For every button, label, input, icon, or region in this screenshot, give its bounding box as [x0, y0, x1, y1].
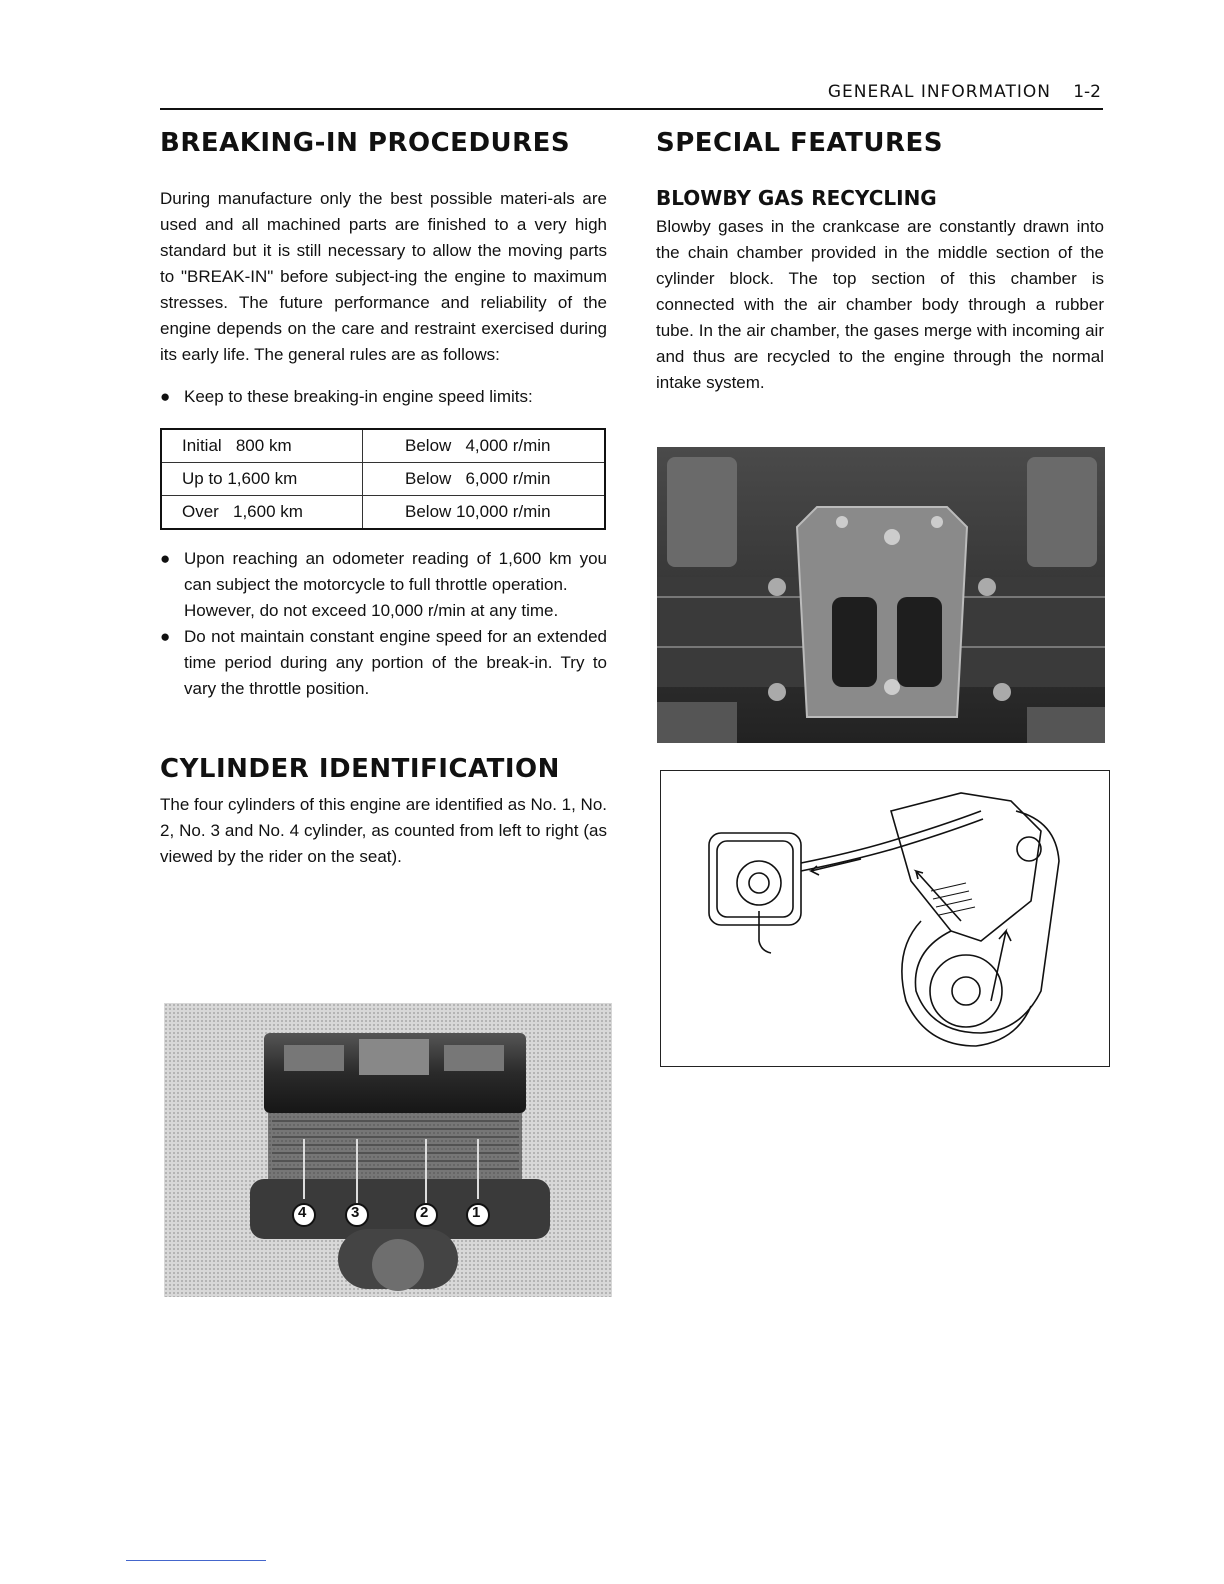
bullet-text-note: However, do not exceed 10,000 r/min at any time.: [184, 601, 559, 620]
speed-limit-table: [160, 428, 606, 530]
cylinder-id-text: The four cylinders of this engine are identified as No. 1, No. 2, No. 3 and No. 4 cylinder, as counted from left to right (as viewed by the rider on the seat).: [160, 795, 607, 866]
engine-photo-svg: [164, 1003, 612, 1297]
table-cell-limit: Below 10,000 r/min: [363, 496, 606, 530]
bullet-speed-limits: [160, 384, 607, 410]
cylinder-label-2: 2: [420, 1204, 429, 1221]
cylinder-id-heading: CYLINDER IDENTIFICATION: [160, 754, 560, 784]
table-cell-distance: Initial 800 km: [161, 429, 363, 463]
bullet-text: Do not maintain constant engine speed for an extended time period during any portion of the break-in. Try to vary the throttle position.: [184, 627, 607, 698]
blowby-photo-svg: [657, 447, 1105, 743]
table-cell-distance: Over 1,600 km: [161, 496, 363, 530]
blowby-diagram-svg: [661, 771, 1109, 1066]
table-row: [161, 463, 605, 496]
page-edge-marker: [126, 1560, 266, 1561]
table-cell-distance: Up to 1,600 km: [161, 463, 363, 496]
right-column: [656, 128, 1104, 396]
bullet-full-throttle: [160, 546, 607, 624]
bullet-text: Keep to these breaking-in engine speed limits:: [184, 387, 533, 406]
bullet-dot: ●: [160, 627, 171, 646]
page-number: 1-2: [1073, 82, 1101, 102]
engine-photo: [164, 1003, 612, 1297]
bullet-body: [184, 546, 607, 624]
left-column: [160, 128, 607, 870]
bullet-text: Upon reaching an odometer reading of 1,600 km you can subject the motorcycle to full throttle operation.: [184, 549, 607, 594]
cylinder-label-3: 3: [351, 1204, 360, 1221]
table-cell-limit: Below 6,000 r/min: [363, 463, 606, 496]
bullet-dot: ●: [160, 387, 171, 406]
breaking-in-heading: BREAKING-IN PROCEDURES: [160, 128, 571, 158]
table-cell-limit: Below 4,000 r/min: [363, 429, 606, 463]
table-row: [161, 429, 605, 463]
blowby-text: Blowby gases in the crankcase are constantly drawn into the chain chamber provided in the middle section of the cylinder block. The top section of this chamber is connected with the air chamber body through a rubber tube. In the air chamber, the gases merge with incoming air and thus are recycled to the engine through the normal intake system.: [656, 217, 1104, 392]
blowby-subheading: BLOWBY GAS RECYCLING: [656, 186, 937, 210]
bullet-vary-speed: [160, 624, 607, 702]
cylinder-label-4: 4: [298, 1204, 307, 1221]
running-header: [160, 82, 1103, 110]
table-row: [161, 496, 605, 530]
blowby-photo: [657, 447, 1105, 743]
blowby-diagram: [660, 770, 1110, 1067]
bullet-dot: ●: [160, 549, 171, 568]
cylinder-label-1: 1: [472, 1204, 481, 1221]
section-title: GENERAL INFORMATION: [827, 82, 1051, 102]
breaking-in-intro: During manufacture only the best possible materi-als are used and all machined parts are finished to a very high standard but it is still necessary to allow the moving parts to "BREAK-IN" before subject-ing the engine to maximum stresses. The future performance and reliability of the engine depends on the care and restraint exercised during its early life. The general rules are as follows:: [160, 189, 607, 364]
special-features-heading: SPECIAL FEATURES: [656, 128, 944, 158]
